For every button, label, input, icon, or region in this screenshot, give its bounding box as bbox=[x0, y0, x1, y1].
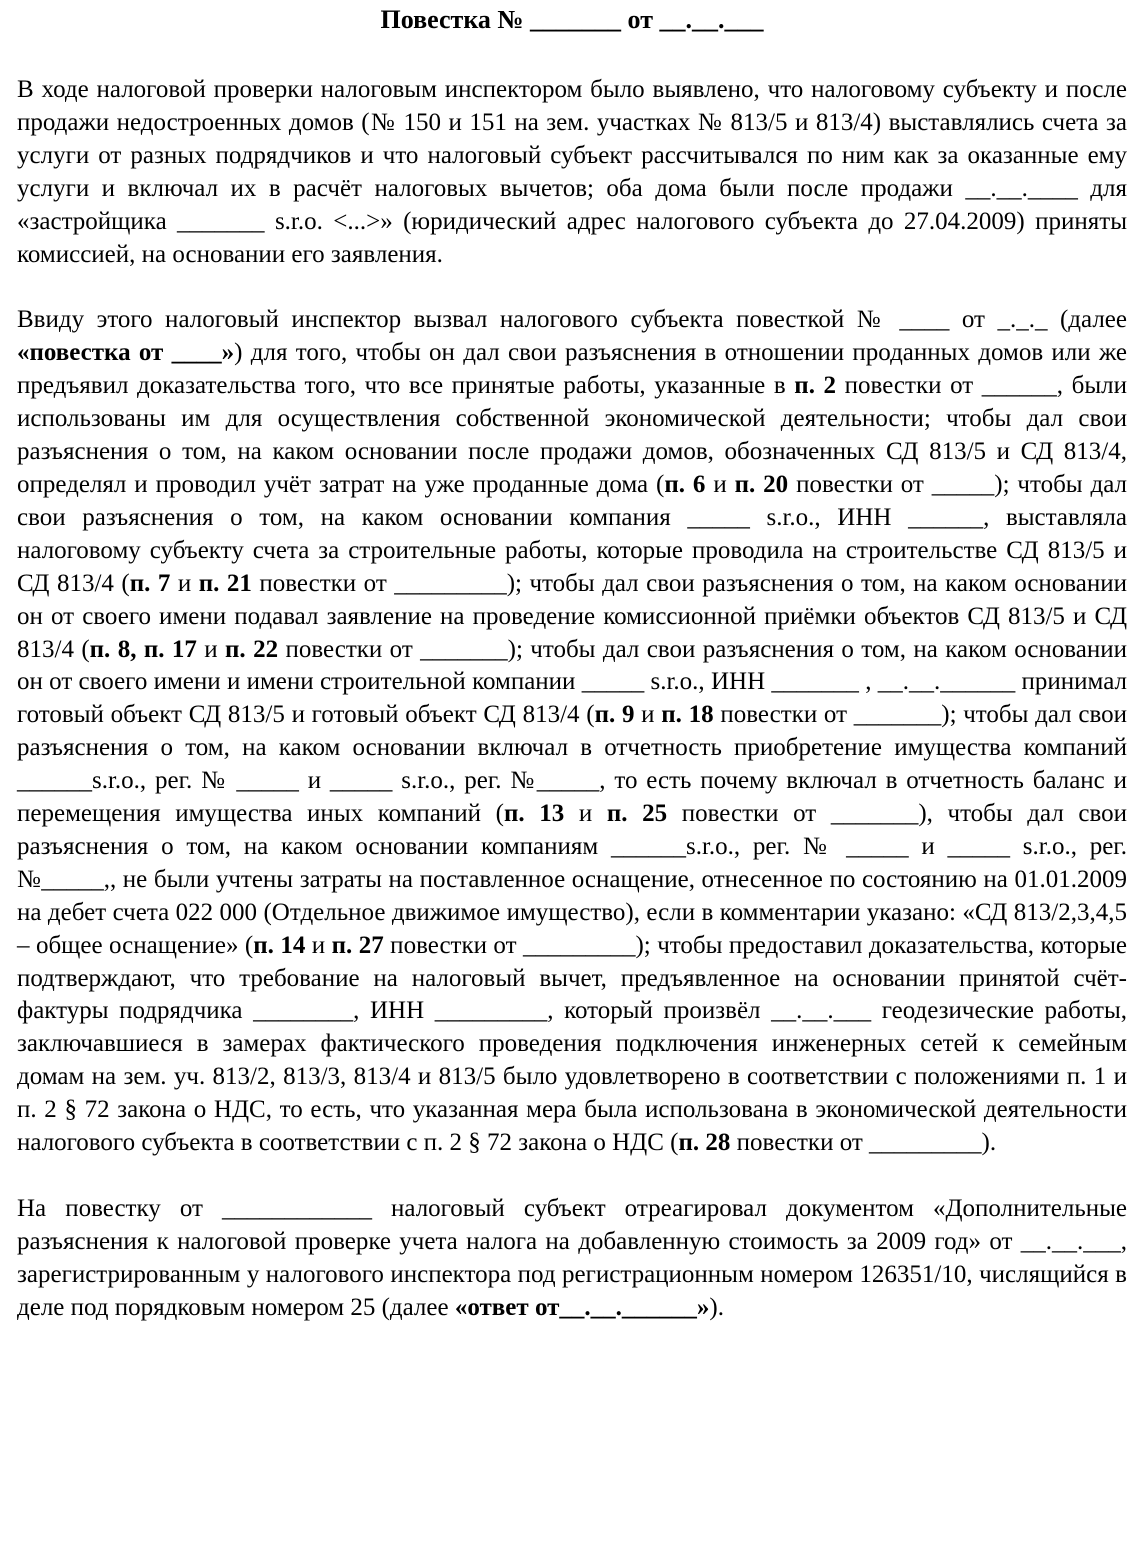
page-title: Повестка № _______ от __.__.___ bbox=[380, 5, 764, 34]
text-run: Ввиду этого налоговый инспектор вызвал налогового субъекта повесткой № ____ от _._._ (далее bbox=[17, 306, 1127, 334]
bold-reference: п. 7 bbox=[129, 569, 171, 597]
text-run: и bbox=[634, 701, 662, 729]
text-run: повестки от ______, были использованы им для осуществления собственной экономической деятельности; чтобы дал свои разъяснения о том, на каком основании после продажи домов, обозначенных СД 813/5 и СД 813/4, определял и проводил учёт затрат на уже проданные дома ( bbox=[17, 372, 1127, 498]
bold-reference: п. 21 bbox=[198, 569, 252, 597]
bold-reference: п. 22 bbox=[225, 635, 279, 663]
bold-reference: п. 27 bbox=[331, 931, 384, 959]
bold-reference: п. 9 bbox=[594, 701, 635, 729]
text-run: повестки от _____); чтобы дал свои разъяснения о том, на каком основании компания _____ s.r.o., ИНН ______, выставляла налоговому субъекту счета за строительные работы, которые проводила на строительстве СД 813/5 и СД 813/4 ( bbox=[17, 470, 1128, 597]
text-run: На повестку от ____________ налоговый субъект отреагировал документом «Дополнительные разъяснения к налоговой проверке учета налога на добавленную стоимость за 2009 год» от __.__.___, зарегистрированным у налогового инспектора под регистрационным номером 126351/10, числящийся в деле под порядковым номером 25 (далее bbox=[17, 1195, 1127, 1321]
text-run: повестки от _________); чтобы дал свои разъяснения о том, на каком основании он от своего имени подавал заявление на проведение комиссионной приёмки объектов СД 813/5 и СД 813/4 ( bbox=[17, 569, 1128, 663]
spacer bbox=[17, 271, 1127, 304]
text-run: и bbox=[564, 800, 607, 828]
bold-reference: п. 13 bbox=[503, 800, 565, 828]
text-run: и bbox=[170, 569, 199, 597]
bold-reference: п. 28 bbox=[678, 1129, 731, 1157]
text-run: повестки от _______); чтобы дал свои разъяснения о том, на каком основании он от своего имени и имени строительной компании _____ s.r.o., ИНН _______ , __.__.______ принимал готовый объект СД 813/5 и готовый объект СД 813/4 ( bbox=[17, 635, 1128, 729]
paragraph-2 bbox=[17, 304, 1127, 1160]
bold-reference: «повестка от ____» bbox=[17, 339, 235, 367]
bold-reference: п. 6 bbox=[664, 470, 706, 498]
bold-reference: п. 18 bbox=[661, 701, 714, 729]
text-run: повестки от _______), чтобы дал свои разъяснения о том, на каком основании компаниям ______s.r.o., рег. № _____ и _____ s.r.o., рег. №_____,, не были учтены затраты на поставленное оснащение, отнесенное по состоянию на 01.01.2009 на дебет счета 022 000 (Отдельное движимое имущество), если в комментарии указано: «СД 813/2,3,4,5 – общее оснащение» ( bbox=[17, 800, 1128, 959]
document-page bbox=[17, 0, 1127, 1325]
text-run: ) для того, чтобы он дал свои разъяснения в отношении проданных домов или же предъявил доказательства того, что все принятые работы, указанные в bbox=[17, 339, 1127, 400]
spacer bbox=[17, 41, 1127, 74]
bold-reference: п. 20 bbox=[734, 470, 789, 498]
text-run: ). bbox=[709, 1293, 724, 1321]
bold-reference: п. 2 bbox=[794, 372, 837, 400]
text-run: и bbox=[305, 931, 332, 959]
bold-reference: «ответ от__.__.______» bbox=[454, 1293, 710, 1321]
bold-reference: п. 14 bbox=[253, 931, 306, 959]
paragraph-3 bbox=[17, 1193, 1127, 1325]
text-run: повестки от _______); чтобы дал свои разъяснения о том, на каком основании включал в отчетность приобретение имущества компаний ______s.r.o., рег. № _____ и _____ s.r.o., рег. №_____, то есть почему включал в отчетность баланс и перемещения имущества иных компаний ( bbox=[17, 701, 1127, 828]
text-run: и bbox=[196, 635, 226, 663]
bold-reference: п. 8, п. 17 bbox=[89, 635, 197, 663]
paragraph-1: В ходе налоговой проверки налоговым инспектором было выявлено, что налоговому субъекту и после продажи недостроенных домов (№ 150 и 151 на зем. участках № 813/5 и 813/4) выставлялись счета за услуги от разных подрядчиков и что налоговый субъект рассчитывался по ним как за оказанные ему услуги и включал их в расчёт налоговых вычетов; оба дома были после продажи __.__.____ для «застройщика _______ s.r.o. <...>» (юридический адрес налогового субъекта до 27.04.2009) приняты комиссией, на основании его заявления. bbox=[17, 76, 1127, 268]
text-run: повестки от _________); чтобы предоставил доказательства, которые подтверждают, что требование на налоговый вычет, предъявленное на основании принятой счёт-фактуры подрядчика ________, ИНН _________, который произвёл __.__.___ геодезические работы, заключавшиеся в замерах фактического проведения подключения инженерных сетей к семейным домам на зем. уч. 813/2, 813/3, 813/4 и 813/5 было удовлетворено в соответствии с положениями п. 1 и п. 2 § 72 закона о НДС, то есть, что указанная мера была использована в экономической деятельности налогового субъекта в соответствии с п. 2 § 72 закона о НДС ( bbox=[17, 931, 1127, 1157]
text-run: повестки от _________). bbox=[730, 1129, 997, 1157]
spacer bbox=[17, 1160, 1127, 1193]
text-run: и bbox=[705, 470, 735, 498]
bold-reference: п. 25 bbox=[606, 800, 668, 828]
